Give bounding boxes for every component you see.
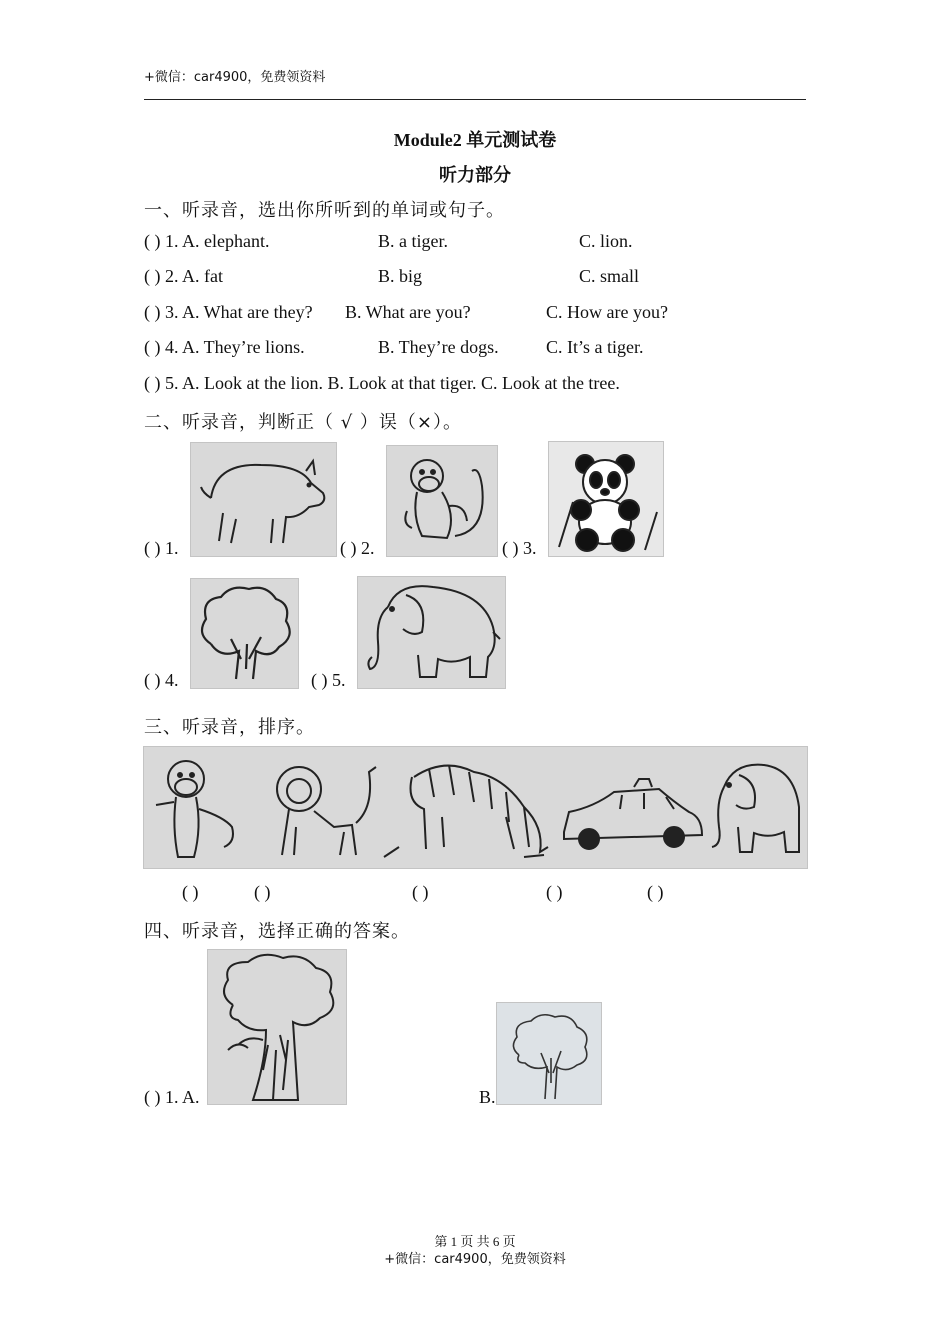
pig-picture <box>190 442 337 557</box>
question-1-c: C. lion. <box>579 231 633 251</box>
small-tree-icon <box>497 1003 601 1104</box>
section4-b-label: B. <box>479 1087 496 1107</box>
monkey-icon <box>387 446 497 556</box>
section3-heading: 三、听录音，排序。 <box>144 717 315 738</box>
judge-4-label: ( ) 4. <box>144 670 179 690</box>
question-4-a: ( ) 4. A. They’re lions. <box>144 337 305 357</box>
order-bracket-5[interactable]: ( ) <box>647 882 664 902</box>
panda-picture <box>548 441 664 557</box>
question-5: ( ) 5. A. Look at the lion. B. Look at that tiger. C. Look at the tree. <box>144 373 620 393</box>
animal-strip-icon <box>144 747 807 868</box>
tree-picture <box>190 578 299 689</box>
question-4 <box>144 337 644 358</box>
question-4-b: B. They’re dogs. <box>378 337 499 357</box>
question-3-c: C. How are you? <box>546 302 668 322</box>
judge-1-label: ( ) 1. <box>144 538 179 558</box>
order-bracket-1[interactable]: ( ) <box>182 882 199 902</box>
footer-watermark: +微信：car4900，免费领资料 <box>384 1252 566 1267</box>
elephant-picture <box>357 576 506 689</box>
order-bracket-3[interactable]: ( ) <box>412 882 429 902</box>
section2-heading: 二、听录音，判断正（ √ ）误（×）。 <box>144 412 462 433</box>
animal-strip-picture <box>143 746 808 869</box>
question-3-b: B. What are you? <box>345 302 471 322</box>
judge-2-label: ( ) 2. <box>340 538 375 558</box>
question-1 <box>144 231 633 252</box>
monkey-picture <box>386 445 498 557</box>
question-2-a: ( ) 2. A. fat <box>144 266 223 286</box>
question-3 <box>144 302 668 323</box>
section4-heading: 四、听录音，选择正确的答案。 <box>144 921 410 942</box>
question-1-b: B. a tiger. <box>378 231 448 251</box>
small-tree-picture <box>496 1002 602 1105</box>
judge-5-label: ( ) 5. <box>311 670 346 690</box>
section4-q1-label: ( ) 1. A. <box>144 1087 200 1107</box>
panda-icon <box>549 442 663 556</box>
header-watermark: +微信：car4900，免费领资料 <box>144 70 326 85</box>
footer-page-number: 第 1 页 共 6 页 <box>434 1234 516 1249</box>
strip-lion-icon <box>277 767 376 855</box>
tree-icon <box>191 579 298 688</box>
question-1-a: ( ) 1. A. elephant. <box>144 231 270 251</box>
pig-icon <box>191 443 336 556</box>
question-2-c: C. small <box>579 266 640 286</box>
big-tree-icon <box>208 950 346 1104</box>
section1-heading: 一、听录音，选出你所听到的单词或句子。 <box>144 200 505 221</box>
strip-car-icon <box>564 779 702 849</box>
page-subtitle: 听力部分 <box>439 165 511 185</box>
strip-elephant-icon <box>712 765 799 852</box>
order-bracket-4[interactable]: ( ) <box>546 882 563 902</box>
page-title: Module2 单元测试卷 <box>393 130 557 150</box>
elephant-icon <box>358 577 505 688</box>
big-tree-picture <box>207 949 347 1105</box>
header-rule <box>144 99 806 100</box>
strip-monkey-icon <box>156 761 233 857</box>
judge-3-label: ( ) 3. <box>502 538 537 558</box>
question-2 <box>144 266 640 287</box>
strip-tiger-icon <box>384 765 548 857</box>
question-4-c: C. It’s a tiger. <box>546 337 644 357</box>
question-2-b: B. big <box>378 266 423 286</box>
question-3-a: ( ) 3. A. What are they? <box>144 302 313 322</box>
order-bracket-2[interactable]: ( ) <box>254 882 271 902</box>
